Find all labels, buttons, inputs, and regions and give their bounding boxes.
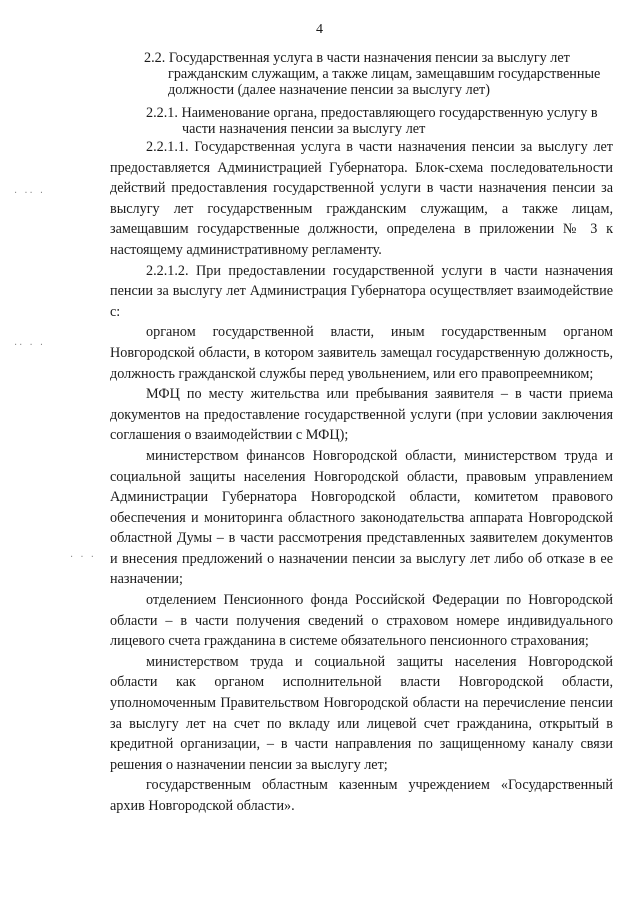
list-item: государственным областным казенным учреждением «Государственный архив Новгородской области». [110,777,613,815]
paragraph-2-2-1-2: 2.2.1.2. При предоставлении государственной услуги в части назначения пенсии за выслугу лет Администрация Губернатора осуществляет взаимодействие с: [110,262,613,320]
list-item: органом государственной власти, иным государственным органом Новгородской области, в котором заявитель замещал государственную должность, должность гражданской службы перед увольнением, или его правопреемником; [110,324,613,382]
paragraph-2-2-1-1: 2.2.1.1. Государственная услуга в части назначения пенсии за выслугу лет предоставляется Администрацией Губернатора. Блок-схема последовательности действий предоставления государственной услуги в части назначения пенсии за выслугу лет государственным гражданским служащим, а также лицам, замещавшим государственные должности, определена в приложении № 3 к настоящему административному регламенту. [110,139,613,258]
document-body [110,50,613,817]
scan-noise-mark: · ·· · [14,188,46,199]
scan-noise-mark: ·· · · [14,340,46,351]
list-item: МФЦ по месту жительства или пребывания заявителя – в части приема документов на предоставление государственной услуги (при условии заключения соглашения о взаимодействии с МФЦ); [110,386,613,444]
list-item: отделением Пенсионного фонда Российской Федерации по Новгородской области – в части получения сведений о страховом номере индивидуального лицевого счета гражданина в системе обязательного пенсионного страхования; [110,592,613,650]
scan-noise-mark: · · · [70,552,96,563]
section-2-2-1-heading: 2.2.1. Наименование органа, предоставляющего государственную услугу в части назначения пенсии за выслугу лет [146,104,598,137]
list-item: министерством труда и социальной защиты населения Новгородской области как органом исполнительной власти Новгородской области, уполномоченным Правительством Новгородской области на перечисление пенсии за выслугу лет на счет по вкладу или лицевой счет гражданина, открытый в кредитной организации, – в части направления по защищенному каналу связи решения о назначении пенсии за выслугу лет; [110,653,613,773]
list-item: министерством финансов Новгородской области, министерством труда и социальной защиты населения Новгородской области, правовым управлением Администрации Губернатора Новгородской области, комитетом правового обеспечения и мониторинга областного законодательства аппарата Новгородской областной Думы – в части рассмотрения представленных заявителем документов и внесения предложений о назначении пенсии за выслугу лет либо об отказе в ее назначении; [110,447,613,588]
section-2-2-heading: 2.2. Государственная услуга в части назначения пенсии за выслугу лет гражданским служащим, а также лицам, замещавшим государственные должности (далее назначение пенсии за выслугу лет) [144,50,601,99]
page-number: 4 [316,22,323,37]
